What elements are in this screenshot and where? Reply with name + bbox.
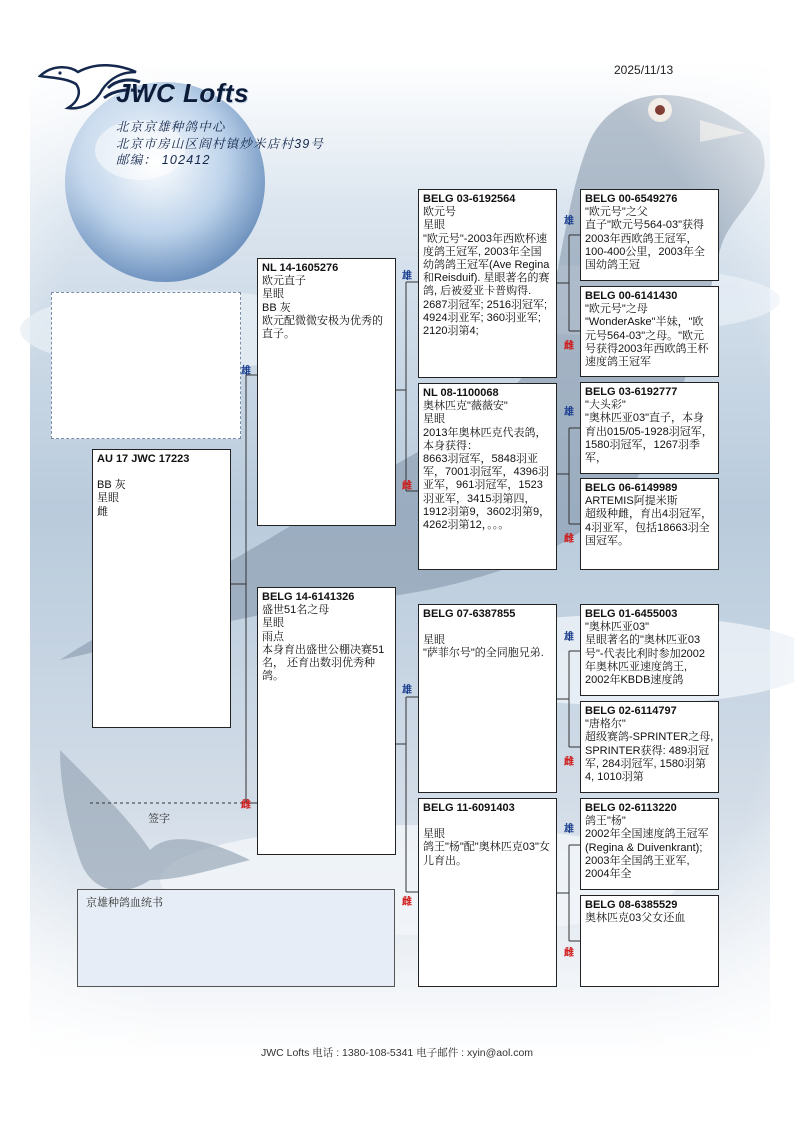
bird-info-line: [97, 466, 226, 479]
sex-label-male: 雄: [564, 407, 574, 418]
sex-label-male: 雄: [564, 216, 574, 227]
bird-description: 星眼著名的"奥林匹亚03号"-代表比利时参加2002年奥林匹亚速度鸽王, 2002年KBDB速度鸽: [585, 634, 706, 687]
bird-description: 2687羽冠军; 2516羽冠军; 4924羽亚军; 360羽亚军; 2120羽第4;: [423, 298, 548, 338]
grandparent-card[interactable]: [418, 383, 557, 570]
bird-info-line: 雨点: [262, 630, 284, 643]
sex-label-female: 雌: [564, 948, 574, 959]
bird-info-line: 星眼: [423, 634, 445, 647]
ring-number: BELG 02-6114797: [585, 705, 677, 717]
dam-card[interactable]: [257, 587, 396, 855]
great-grandparent-card[interactable]: [580, 382, 719, 474]
ring-number: NL 14-1605276: [262, 262, 339, 274]
sex-label-male: 雄: [564, 824, 574, 835]
certificate-note-box[interactable]: [77, 889, 395, 987]
bird-info-line: BB 灰: [97, 479, 126, 492]
bird-description: 欧元配微微安极为优秀的直子。: [262, 314, 383, 341]
bird-description: 超级种雌，育出4羽冠军，4羽亚军，包括18663羽全国冠军。: [585, 508, 713, 547]
subject-bird-card[interactable]: [92, 449, 231, 728]
bird-description: 2002年全国速度鸽王冠军(Regina & Duivenkrant); 2003年全国鸽王亚军, 2004年全: [585, 828, 709, 881]
grandparent-card[interactable]: [418, 604, 557, 793]
address-line: 北京京雄种鸽中心: [116, 120, 226, 134]
bird-info-line: 星眼: [423, 413, 445, 426]
bird-info-line: 盛世51名之母: [262, 604, 330, 617]
bird-info-line: "奥林匹亚03": [585, 621, 650, 634]
bird-info-line: 欧元号: [423, 206, 456, 219]
ring-number: BELG 06-6149989: [585, 482, 678, 494]
bird-info-line: 奥林匹克03父女还血: [585, 912, 686, 925]
bird-info-line: 星眼: [97, 492, 119, 505]
ring-number: BELG 01-6455003: [585, 608, 678, 620]
great-grandparent-card[interactable]: [580, 895, 719, 987]
bird-info-line: 星眼: [262, 617, 284, 630]
sire-card[interactable]: [257, 258, 396, 526]
bird-info-line: 星眼: [262, 288, 284, 301]
bird-description: "萨菲尔号"的全同胞兄弟.: [423, 647, 544, 660]
bird-info-line: 欧元直子: [262, 275, 306, 288]
bird-description: 直子"欧元号564-03"获得2003年西欧鸽王冠军，100-400公里，2003年全国幼鸽王冠: [585, 219, 705, 272]
bird-info-line: ARTEMIS阿提米斯: [585, 495, 678, 508]
grandparent-card[interactable]: [418, 798, 557, 987]
bird-info-line: "唐格尔": [585, 718, 626, 731]
bird-info-line: 奥林匹克"薇薇安": [423, 400, 508, 413]
bird-info-line: 雌: [97, 505, 108, 518]
photo-placeholder[interactable]: [51, 292, 241, 439]
bird-description: 鸽王"杨"配"奥林匹克03"女儿育出。: [423, 841, 550, 867]
ring-number: AU 17 JWC 17223: [97, 453, 190, 465]
sex-label-male: 雄: [564, 632, 574, 643]
bird-info-line: 鸽王"杨": [585, 815, 626, 828]
ring-number: BELG 08-6385529: [585, 899, 678, 911]
ring-number: BELG 11-6091403: [423, 802, 515, 814]
great-grandparent-card[interactable]: [580, 798, 719, 890]
bird-description: "WonderAske"半妹，"欧元号564-03"之母。"欧元号获得2003年西欧鸽王杯速度鸽王冠军: [585, 316, 709, 369]
certificate-label: 京雄种鸽血统书: [86, 897, 163, 909]
great-grandparent-card[interactable]: [580, 189, 719, 281]
ring-number: NL 08-1100068: [423, 387, 499, 399]
print-date: 2025/11/13: [614, 63, 674, 77]
great-grandparent-card[interactable]: [580, 701, 719, 793]
sex-label-female: 雌: [564, 341, 574, 352]
bird-info-line: "大头彩": [585, 399, 626, 412]
sex-label-female: 雌: [564, 534, 574, 545]
ring-number: BELG 00-6549276: [585, 193, 678, 205]
bird-description: "奥林匹亚03"直子，本身育出015/05-1928羽冠军，1580羽冠军，1267羽季军，: [585, 412, 713, 465]
signature-label: 签字: [148, 813, 170, 825]
ring-number: BELG 00-6141430: [585, 290, 678, 302]
sex-label-female: 雌: [241, 800, 251, 811]
grandparent-card[interactable]: [418, 189, 557, 378]
bird-info-line: "欧元号"之父: [585, 206, 648, 219]
bird-description: 8663羽冠军，5848羽亚军，7001羽冠军，4396羽亚军，961羽冠军，1523羽亚军，3415羽第四，1912羽第9，3602羽第9，4262羽第12，。。。: [423, 453, 551, 532]
brand-name: JWC Lofts: [116, 78, 250, 108]
bird-info-line: 星眼: [423, 828, 445, 841]
address-line: 邮编： 102412: [116, 153, 211, 167]
sex-label-male: 雄: [241, 366, 251, 377]
bird-info-line: 星眼: [423, 219, 445, 232]
bird-description: 2013年奥林匹克代表鸽，本身获得：: [423, 426, 547, 452]
ring-number: BELG 07-6387855: [423, 608, 516, 620]
sex-label-male: 雄: [402, 685, 412, 696]
ring-number: BELG 03-6192564: [423, 193, 516, 205]
bird-description: 超级赛鸽-SPRINTER之母, SPRINTER获得: 489羽冠军, 284羽冠军, 1580羽第4, 1010羽第: [585, 731, 714, 784]
ring-number: BELG 03-6192777: [585, 386, 678, 398]
bird-description: 本身育出盛世公棚决赛51名， 还育出数羽优秀种鸽。: [262, 643, 385, 683]
sex-label-female: 雌: [402, 481, 412, 492]
footer-contact: JWC Lofts 电话 : 1380-108-5341 电子邮件 : xyin@aol.com: [260, 1047, 534, 1059]
bird-info-line: [423, 621, 552, 634]
ring-number: BELG 14-6141326: [262, 591, 355, 603]
great-grandparent-card[interactable]: [580, 478, 719, 570]
great-grandparent-card[interactable]: [580, 286, 719, 377]
great-grandparent-card[interactable]: [580, 604, 719, 696]
sex-label-female: 雌: [402, 897, 412, 908]
ring-number: BELG 02-6113220: [585, 802, 677, 814]
loft-address: [116, 119, 324, 169]
sex-label-female: 雌: [564, 757, 574, 768]
sex-label-male: 雄: [402, 271, 412, 282]
bird-description: "欧元号"-2003年西欧杯速度鸽王冠军, 2003年全国幼鸽鸽王冠军(Ave Regina和Reisduif). 星眼著名的赛鸽, 后被爱亚卡普购得.: [423, 232, 550, 298]
bird-info-line: [423, 815, 552, 828]
bird-info-line: BB 灰: [262, 301, 291, 314]
bird-info-line: "欧元号"之母: [585, 303, 648, 316]
address-line: 北京市房山区阎村镇炒米店村39号: [116, 136, 325, 151]
